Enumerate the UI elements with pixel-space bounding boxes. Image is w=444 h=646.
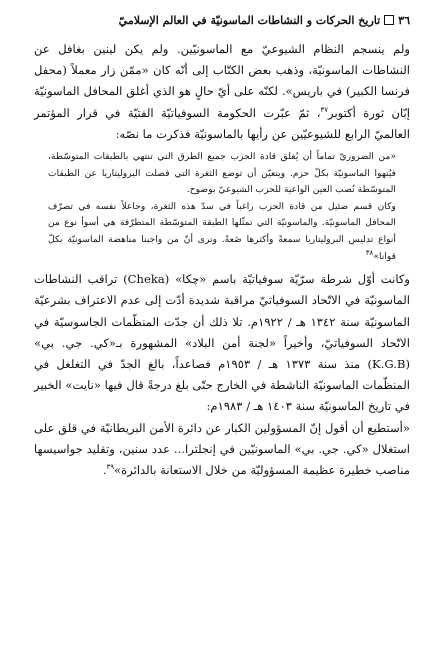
running-header: [34, 10, 410, 31]
page-number: ٣٦: [398, 13, 410, 27]
body-paragraph-2: وكانت أوّل شرطة سرّيّة سوفياتيّة باسم «چكا» (Cheka) تراقب النشاطات الماسونيّة في الاتّحاد السوفياتيّ مراقبة شديدة أدّت إلى عدم الاعتراف بشرعيّة الماسونيّة سنة ١٣٤٢ هـ / ١٩٢٢م. تلا ذلك أن جدّت المنظّمات الجاسوسيّة في الاتّحاد السوفياتيّ، وأخيراً «لجنة أمن البلاد» المشهورة بـ«كي. جي. بي» (K.G.B) منذ سنة ١٣٧٣ هـ / ١٩٥٣م فصاعداً، بالغ الجدّ في التغلغل في المنظّمات الماسونيّة الناشطة في الخارج حتّى بلغ درجةً قال فيها «نايت» الخبير في تاريخ الماسونيّة سنة ١٤٠٣ هـ / ١٩٨٣م:: [34, 272, 410, 414]
body-paragraph-1: ولم ينسجم النظام الشيوعيّ مع الماسونيّين. ولم يكن لينين بغافل عن النشاطات الماسونيّة، وذهب بعض الكتّاب إلى أنّه كان «ممّن زار معملاً (محفل فرنسا الكبير) في باريس». لكنّه على أيّ حالٍ هو الذي أغلق المحافل الماسونيّة إبّان ثورة أكتوبر$^{٣٧}$، ثمّ عبّرت الحكومة السوفياتيّة الفتيّة في قرار المؤتمر العالميّ الرابع للشيوعيّين عن رأيها بالماسونيّة فذكرت ما نصّه:: [34, 42, 411, 141]
square-ornament-icon: [384, 15, 394, 25]
block-quote: [48, 149, 396, 265]
quote-paragraph-2: وكان قسم ضئيل من قادة الحزب راغباً في سدّ هذه الثغرة، وجاعلاً نفسه في تصرّف المحافل الماسونيّة. والماسونيّة التي تمثّلها الطبقة المتوسّطة المتطرّفة هي أسوأ نوع من أنواع تدليس البروليتاريا سمعةً وأكثرها ضَعةً. ونرى أنّ من واجبنا مناهضة الماسونيّة بكلّ قوانا»$^{٣٨}$: [48, 200, 396, 262]
footnote-ref-39[interactable]: ٣٩: [106, 463, 115, 472]
footnote-ref-38[interactable]: ٣٨: [365, 248, 374, 257]
body-paragraph-3: «أستطيع أن أقول إنّ المسؤولين الكبار عن دائرة الأمن البريطانيّة في قلق على استغلال «كي. جي. بي» الماسونيّين في إنجلترا... عدد سنين، وتقليد جواسيسها مناصب خطيرة عظيمة المسؤوليّة من خلال الاستعانة بالدائرة»$^{٣٩}$.: [34, 420, 410, 477]
running-title: تاريخ الحركات و النشاطات الماسونيّة في العالم الإسلاميّ: [118, 13, 381, 27]
quote-paragraph-1: «من الضروريّ تماماً أن يُغلق قادة الحزب جميع الطرق التي تنتهي بالطبقات المتوسّطة، فيُنهوا الماسونيّة بكلّ حزم. ويتعيّن أن توضع الثغرة التي فصلت البروليتاريا عن الطبقات المتوسّطة نُصب العين الواعية للحزب الشيوعيّ بوضوح.: [48, 151, 396, 196]
footnote-ref-37[interactable]: ٣٧: [320, 105, 329, 114]
